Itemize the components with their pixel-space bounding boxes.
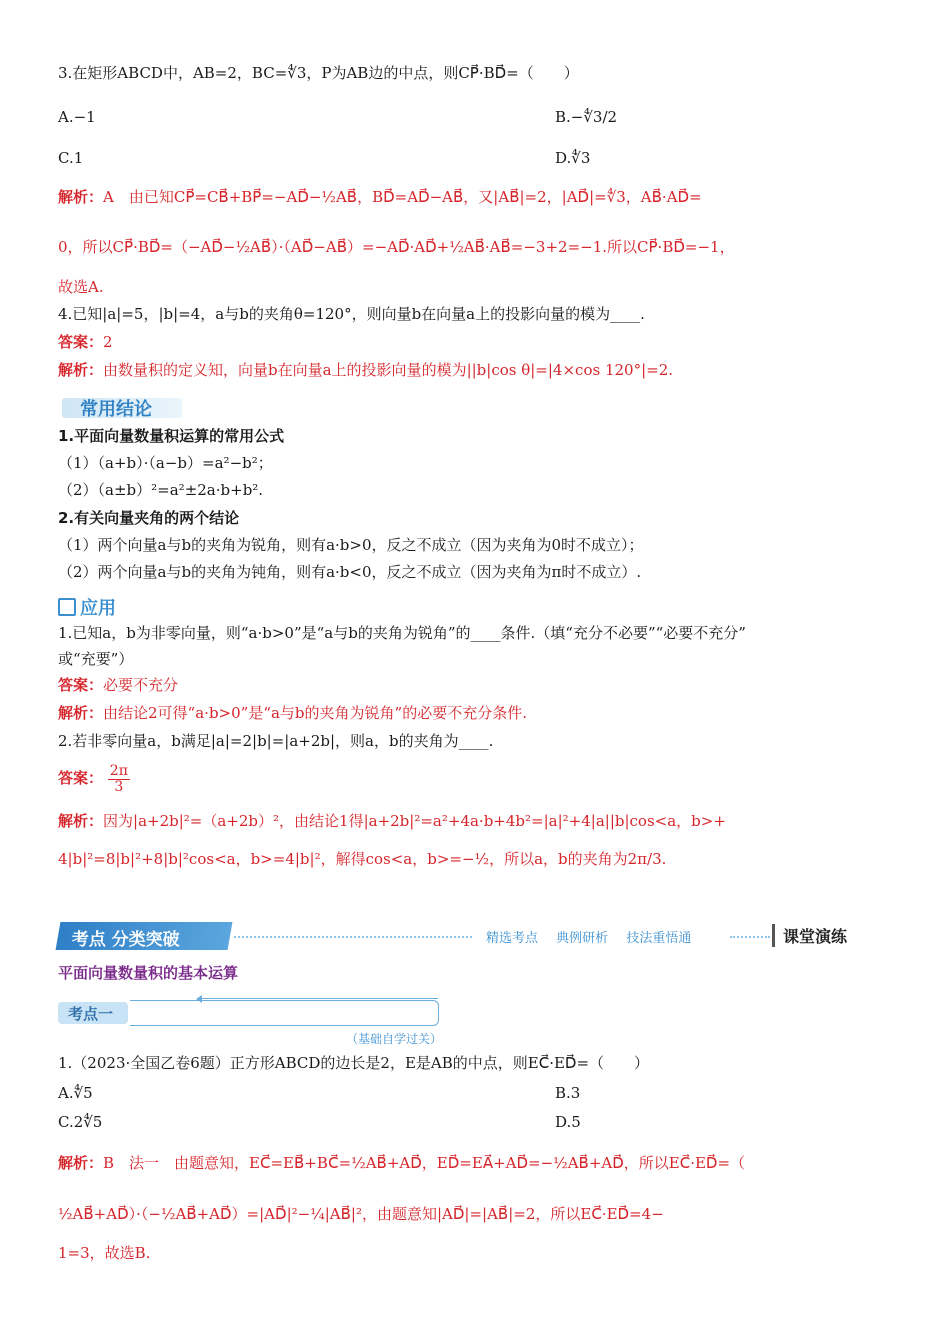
q3-option-d: D.∜3: [555, 149, 591, 167]
answer-value: 2: [103, 333, 113, 351]
solution-text: 由结论2可得“a·b>0”是“a与b的夹角为锐角”的必要不充分条件.: [103, 704, 527, 722]
q3-option-b: B.−∜3/2: [555, 108, 618, 126]
application-title-label: 应用: [80, 598, 116, 619]
fraction-denominator: 3: [114, 778, 124, 795]
banner-tabs: [486, 927, 705, 946]
answer-label: 答案：: [58, 333, 104, 351]
app-q2-stem: 2.若非零向量a，b满足|a|=2|b|=|a+2b|，则a，b的夹角为____.: [58, 732, 494, 750]
q3-solution-line-1: [58, 186, 702, 208]
solution-text: B 法一 由题意知，EC⃗=EB⃗+BC⃗=½AB⃗+AD⃗，ED⃗=EA⃗+AD⃗=−½AB⃗+AD⃗，所以EC⃗·ED⃗=（: [103, 1154, 746, 1172]
fraction-numerator: 2π: [109, 762, 128, 779]
banner-tab-3: 技法重悟通: [626, 931, 692, 946]
q3-option-c: C.1: [58, 149, 84, 167]
ex1-stem: 1.（2023·全国乙卷6题）正方形ABCD的边长是2，E是AB的中点，则EC⃗·ED⃗=（ ）: [58, 1054, 650, 1072]
ex1-option-a: A.∜5: [58, 1084, 93, 1102]
conclusion-item-2: （2）两个向量a与b的夹角为钝角，则有a·b<0，反之不成立（因为夹角为π时不成立）.: [58, 563, 642, 581]
ex1-option-b: B.3: [555, 1084, 581, 1102]
topic-box: [58, 1000, 443, 1046]
topic-frame: [130, 1000, 439, 1026]
solution-label: 解析：: [58, 812, 104, 830]
solution-label: 解析：: [58, 704, 104, 722]
answer-fraction: [108, 764, 130, 795]
application-icon: [58, 598, 76, 616]
q3-stem: 3.在矩形ABCD中，AB=2，BC=∜3，P为AB边的中点，则CP⃗·BD⃗=（ ）: [58, 64, 579, 82]
section-title: 平面向量数量积的基本运算: [58, 964, 239, 982]
conclusion-heading-2: 2.有关向量夹角的两个结论: [58, 509, 240, 527]
app-q2-answer: [58, 758, 130, 798]
ex1-solution-line-3: 1=3，故选B.: [58, 1244, 151, 1262]
app-q1-line-2: 或“充要”）: [58, 650, 134, 668]
conclusions-badge-label: 常用结论: [80, 399, 152, 420]
application-title: [58, 594, 116, 620]
q3-solution-line-3: 故选A.: [58, 278, 104, 296]
conclusion-formula-2: （2）（a±b）²=a²±2a·b+b².: [58, 481, 264, 499]
banner-left: [56, 922, 233, 950]
solution-text: 由数量积的定义知，向量b在向量a上的投影向量的模为||b|cos θ|=|4×cos 120°|=2.: [103, 361, 674, 379]
solution-label: 解析：: [58, 188, 104, 206]
q3-option-a: A.−1: [58, 108, 96, 126]
topic-tag: [58, 1002, 128, 1024]
conclusion-item-1: （1）两个向量a与b的夹角为锐角，则有a·b>0，反之不成立（因为夹角为0时不成立）；: [58, 536, 644, 554]
solution-text: A 由已知CP⃗=CB⃗+BP⃗=−AD⃗−½AB⃗，BD⃗=AD⃗−AB⃗，又|AB⃗|=2，|AD⃗|=∜3，AB⃗·AD⃗=: [103, 188, 702, 206]
section-banner: [58, 922, 858, 952]
q3-solution-line-2: 0，所以CP⃗·BD⃗=（−AD⃗−½AB⃗）·（AD⃗−AB⃗）=−AD⃗·AD⃗+½AB⃗·AB⃗=−3+2=−1.所以CP⃗·BD⃗=−1，: [58, 238, 735, 256]
q4-stem: 4.已知|a|=5，|b|=4，a与b的夹角θ=120°，则向量b在向量a上的投影向量的模为____.: [58, 305, 645, 323]
arrow-left-icon: [198, 998, 438, 999]
q4-answer: [58, 331, 113, 353]
banner-tab-2: 典例研析: [556, 931, 609, 946]
banner-left-label: 考点 分类突破: [71, 930, 180, 950]
conclusions-badge: [62, 398, 182, 418]
solution-label: 解析：: [58, 361, 104, 379]
banner-divider: [234, 936, 472, 938]
conclusion-formula-1: （1）（a+b）·（a−b）=a²−b²；: [58, 454, 273, 472]
answer-label: 答案：: [58, 676, 104, 694]
answer-label: 答案：: [58, 769, 104, 787]
banner-divider-2: [730, 936, 770, 938]
banner-tab-1: 精选考点: [486, 931, 539, 946]
app-q1-answer: [58, 674, 178, 696]
app-q1-solution: [58, 702, 527, 724]
ex1-option-d: D.5: [555, 1113, 581, 1131]
solution-label: 解析：: [58, 1154, 104, 1172]
ex1-solution-line-1: [58, 1152, 745, 1174]
app-q2-solution-line-2: 4|b|²=8|b|²+8|b|²cos<a，b>=4|b|²，解得cos<a，b>=−½，所以a，b的夹角为2π/3.: [58, 850, 667, 868]
topic-tag-label: 考点一: [68, 1005, 114, 1023]
app-q2-solution-line-1: [58, 810, 726, 832]
banner-right: 课堂演练: [772, 924, 847, 947]
answer-value: 必要不充分: [103, 676, 179, 694]
ex1-option-c: C.2∜5: [58, 1113, 103, 1131]
topic-note: （基础自学过关）: [346, 1032, 443, 1046]
ex1-solution-line-2: ½AB⃗+AD⃗）·（−½AB⃗+AD⃗）=|AD⃗|²−¼|AB⃗|²，由题意知|AD⃗|=|AB⃗|=2，所以EC⃗·ED⃗=4−: [58, 1205, 664, 1223]
app-q1-line-1: 1.已知a，b为非零向量，则“a·b>0”是“a与b的夹角为锐角”的____条件.（填“充分不必要”“必要不充分”: [58, 624, 746, 642]
conclusion-heading-1: 1.平面向量数量积运算的常用公式: [58, 427, 285, 445]
solution-text: 因为|a+2b|²=（a+2b）²，由结论1得|a+2b|²=a²+4a·b+4b²=|a|²+4|a||b|cos<a，b>+: [103, 812, 726, 830]
q4-solution: [58, 359, 673, 381]
